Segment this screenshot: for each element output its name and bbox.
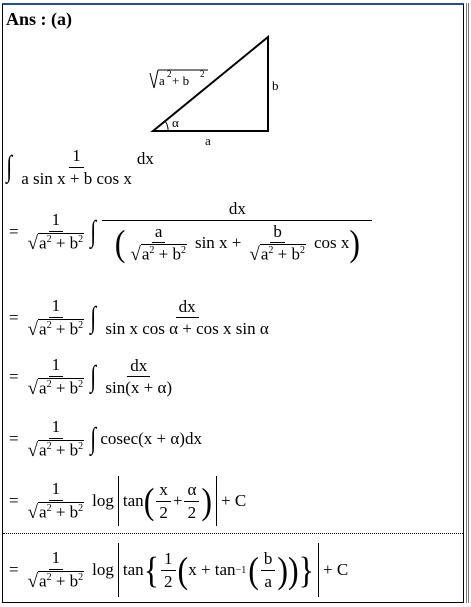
side-label: b [272,78,279,93]
angle-label: α [172,115,179,130]
big-fraction: dx ( a √ $a^2 + b^2$ sin x + b √ $a^2 + b^2$ cos x ) [102,199,372,265]
step-4: = 1 √ $a^2 + b^2$ ∫ $\frac{dx}{\sin(x + \alpha)}$ [9,355,173,399]
hyp-a: a [159,73,165,88]
step-7: = 1 √ $a^2 + b^2$ log tan { $\frac{1}{2}$ ( x + tan −1 ( $\frac{b}{a}$ ) ) } + C [5,543,348,597]
right-border [466,3,469,603]
integral-sign: ∫ [90,214,97,248]
dx: dx [136,149,154,169]
integral-sign: ∫ [6,150,12,184]
right-triangle-figure [140,30,300,148]
hyp-sup: 2 [167,69,172,79]
step-2: = 1 √ $a^2 + b^2$ ∫ dx ( a √ $a^2 + b^2$ sin x + b √ $a^2 + b^2$ cos x ) [5,199,374,265]
step-3: = 1 √ $a^2 + b^2$ ∫ $\frac{dx}{\text{sin x cos α + cos x sin α}}$ [9,296,269,340]
step-5: = 1 √ $a^2 + b^2$ ∫ cosec(x + α)dx [9,417,202,461]
dotted-separator [3,533,463,534]
step-1 [5,146,154,188]
answer-title: Ans : (a) [6,9,72,29]
fraction: $\frac{1}{\text{a sin x + b cos x}}$ [21,146,132,188]
coefficient: 1 √ $a^2 + b^2$ [27,210,84,255]
hyp-sup2: 2 [200,69,205,79]
step-6: = 1 √ $a^2 + b^2$ log tan ( $\frac{x}{2}$ + $\frac{\alpha}{2}$ ) + C [5,476,246,526]
hyp-plus-b: + b [172,73,190,88]
base-label: a [205,133,211,148]
